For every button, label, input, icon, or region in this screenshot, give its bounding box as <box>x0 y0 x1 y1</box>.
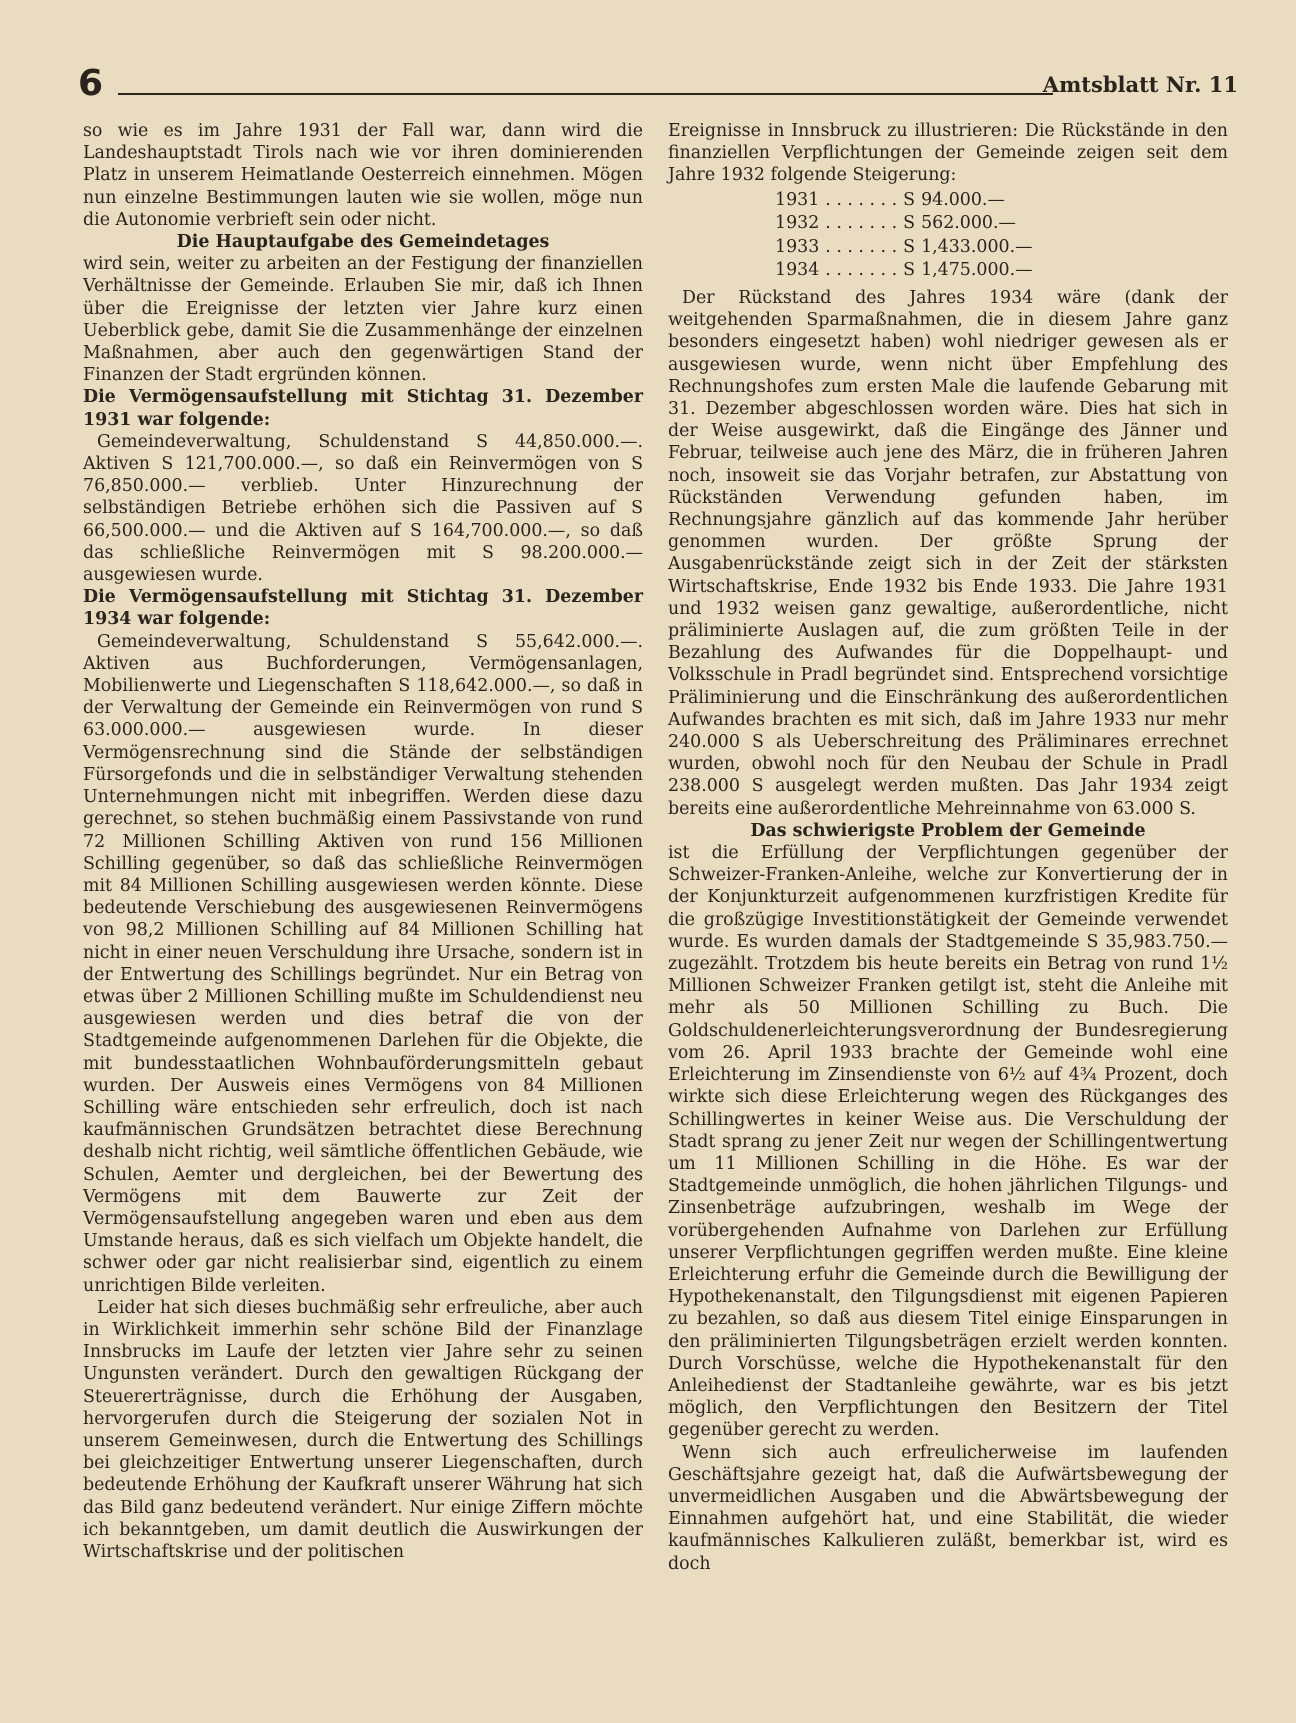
currency-cell: S <box>903 260 916 281</box>
amount-cell: 1,433.000.— <box>921 236 1033 257</box>
paragraph: Leider hat sich dieses buchmäßig sehr erfreuliche, aber auch in Wirklichkeit immerhin sehr schöne Bild der Finanzlage Innsbrucks im Laufe der letzten vier Jahre sehr zu seinen Ungunsten verändert. Durch den gewaltigen Rückgang der Steuererträgnisse, durch die Erhöhung der Ausgaben, hervorgerufen durch die Steigerung der sozialen Not in unserem Gemeinwesen, durch die Entwertung des Schillings bei gleichzeitiger Entwertung unserer Liegenschaften, durch bedeutende Erhöhung der Kaufkraft unserer Währung hat sich das Bild ganz bedeutend verändert. Nur einige Ziffern möchte ich bekanntgeben, um damit deutlich die Auswirkungen der Wirtschaftskrise und der politischen <box>83 1297 643 1562</box>
paragraph: Der Rückstand des Jahres 1934 wäre (dank der weitgehenden Sparmaßnahmen, die in diesem Jahre ganz besonders eingesetzt haben) wohl niedriger gewesen als er ausgewiesen wurde, wenn nicht über Empfehlung des Rechnungshofes zum ersten Male die laufende Gebarung mit 31. Dezember abgeschlossen worden wäre. Dies hat sich in der Weise ausgewirkt, daß die Eingänge des Jänner und Februar, teilweise auch jene des März, die in früheren Jahren noch, insoweit sie das Vorjahr betrafen, zur Abstattung von Rückständen Verwendung gefunden haben, im Rechnungsjahre gänzlich auf das kommende Jahr herüber genommen wurden. Der größte Sprung der Ausgabenrückstände zeigt sich in der Zeit der stärksten Wirtschaftskrise, Ende 1932 bis Ende 1933. Die Jahre 1931 und 1932 weisen ganz gewaltige, außerordentliche, nicht präliminierte Auslagen auf, die zum größten Teile in der Bezahlung des Aufwandes für die Doppelhaupt- und Volksschule in Pradl begründet sind. Entsprechend vorsichtige Präliminierung und die Einschränkung des außerordentlichen Aufwandes brachten es mit sich, daß im Jahre 1933 nur mehr 240.000 S als Ueberschreitung des Präliminares errechnet wurden, obwohl noch für den Neubau der Schule in Pradl 238.000 S ausgelegt werden mußten. Das Jahr 1934 zeigt bereits eine außerordentliche Mehreinnahme von 63.000 S. <box>668 287 1228 819</box>
dots-cell: . . . . . . . <box>825 236 898 257</box>
section-heading: Die Vermögensaufstellung mit Stichtag 31. Dezember 1934 war folgende: <box>83 587 643 630</box>
paragraph: so wie es im Jahre 1931 der Fall war, dann wird die Landeshauptstadt Tirols nach wie vor ihren dominierenden Platz in unserem Heimatlande Oesterreich einnehmen. Mögen nun einzelne Bestimmungen lauten wie sie wollen, möge nun die Autonomie verbrieft sein oder nicht. <box>83 121 643 230</box>
paragraph: Gemeindeverwaltung, Schuldenstand S 44,850.000.—. Aktiven S 121,700.000.—, so daß ein Reinvermögen von S 76,850.000.— verblieb. Unter Hinzurechnung der selbständigen Betriebe erhöhen sich die Passiven auf S 66,500.000.— und die Aktiven auf S 164,700.000.—, so daß das schließliche Reinvermögen mit S 98.200.000.— ausgewiesen wurde. <box>83 431 643 586</box>
right-column <box>668 120 1228 1575</box>
paragraph: Ereignisse in Innsbruck zu illustrieren: Die Rückstände in den finanziellen Verpflichtungen der Gemeinde zeigen seit dem Jahre 1932 folgende Steigerung: <box>668 121 1228 186</box>
currency-cell: S <box>903 236 916 257</box>
arrears-table <box>775 189 1039 283</box>
page-number: 6 <box>78 63 104 104</box>
year-cell: 1931 <box>775 189 820 210</box>
dots-cell: . . . . . . . <box>825 213 898 234</box>
amount-cell: 562.000.— <box>921 213 1016 234</box>
left-column <box>83 120 643 1563</box>
table-row <box>775 212 1039 236</box>
paragraph: Gemeindeverwaltung, Schuldenstand S 55,642.000.—. Aktiven aus Buchforderungen, Vermögensanlagen, Mobilienwerte und Liegenschaften S 118,642.000.—, so daß in der Verwaltung der Gemeinde ein Reinvermögen von rund S 63.000.000.— ausgewiesen wurde. In dieser Vermögensrechnung sind die Stände der selbständigen Fürsorgefonds und die in selbständiger Verwaltung stehenden Unternehmungen nicht mit inbegriffen. Werden diese dazu gerechnet, so stehen buchmäßig einem Passivstande von rund 72 Millionen Schilling Aktiven von rund 156 Millionen Schilling gegenüber, so daß das schließliche Reinvermögen mit 84 Millionen Schilling ausgewiesen werden könnte. Diese bedeutende Verschiebung des ausgewiesenen Reinvermögens von 98,2 Millionen Schilling auf 84 Millionen Schilling hat nicht in einer neuen Verschuldung ihre Ursache, sondern ist in der Entwertung des Schillings begründet. Nur ein Betrag von etwas über 2 Millionen Schilling mußte im Schuldendienst neu ausgewiesen werden und dies betraf die von der Stadtgemeinde aufgenommenen Darlehen für die Objekte, die mit bundesstaatlichen Wohnbauförderungsmitteln gebaut wurden. Der Ausweis eines Vermögens von 84 Millionen Schilling wäre entschieden sehr erfreulich, doch ist nach kaufmännischen Grundsätzen betrachtet diese Berechnung deshalb nicht richtig, weil sämtliche öffentlichen Gebäude, wie Schulen, Aemter und dergleichen, bei der Bewertung des Vermögens mit dem Bauwerte zur Zeit der Vermögensaufstellung angegeben waren und eben aus dem Umstande heraus, daß es sich vielfach um Objekte handelt, die schwer oder gar nicht realisierbar sind, eigentlich zu einem unrichtigen Bilde verleiten. <box>83 631 643 1296</box>
year-cell: 1933 <box>775 236 820 257</box>
amount-cell: 94.000.— <box>921 189 1005 210</box>
dots-cell: . . . . . . . <box>825 189 898 210</box>
page-header <box>78 62 1238 106</box>
currency-cell: S <box>903 213 916 234</box>
paragraph: ist die Erfüllung der Verpflichtungen gegenüber der Schweizer-Franken-Anleihe, welche zur Konvertierung der in der Konjunkturzeit aufgenommenen kurzfristigen Kredite für die großzügige Investitionstätigkeit der Gemeinde verwendet wurde. Es wurden damals der Stadtgemeinde S 35,983.750.— zugezählt. Trotzdem bis heute bereits ein Betrag von rund 1½ Millionen Schweizer Franken getilgt ist, steht die Anleihe mit mehr als 50 Millionen Schilling zu Buch. Die Goldschuldenerleichterungsverordnung der Bundesregierung vom 26. April 1933 brachte der Gemeinde wohl eine Erleichterung im Zinsendienste von 6½ auf 4¾ Prozent, doch wirkte sich diese Erleichterung wegen des Rückganges des Schillingwertes in keiner Weise aus. Die Verschuldung der Stadt sprang zu jener Zeit nur wegen der Schillingentwertung um 11 Millionen Schilling in die Höhe. Es war der Stadtgemeinde unmöglich, die hohen jährlichen Tilgungs- und Zinsenbeträge aufzubringen, weshalb im Wege der vorübergehenden Aufnahme von Darlehen zur Erfüllung unserer Verpflichtungen gegriffen werden mußte. Eine kleine Erleichterung erfuhr die Gemeinde durch die Bewilligung der Hypothekenanstalt, den Tilgungsdienst mit eigenen Papieren zu bezahlen, so daß aus diesem Titel einige Einsparungen in den präliminierten Tilgungsbeträgen erzielt werden konnten. Durch Vorschüsse, welche die Hypothekenanstalt für den Anleihedienst der Stadtanleihe gewährte, war es bis jetzt möglich, den Verpflichtungen den Besitzern der Titel gegenüber gerecht zu werden. <box>668 843 1228 1441</box>
currency-cell: S <box>903 189 916 210</box>
paragraph: wird sein, weiter zu arbeiten an der Festigung der finanziellen Verhältnisse der Gemeinde. Erlauben Sie mir, daß ich Ihnen über die Ereignisse der letzten vier Jahre kurz einen Ueberblick gebe, damit Sie die Zusammenhänge der einzelnen Maßnahmen, aber auch den gegenwärtigen Stand der Finanzen der Stadt ergründen können. <box>83 254 643 386</box>
table-row <box>775 259 1039 283</box>
publication-title: Amtsblatt Nr. 11 <box>1042 72 1238 97</box>
table-row <box>775 236 1039 260</box>
section-heading: Die Vermögensaufstellung mit Stichtag 31. Dezember 1931 war folgende: <box>83 387 643 430</box>
section-heading: Das schwierigste Problem der Gemeinde <box>750 820 1146 841</box>
year-cell: 1932 <box>775 213 820 234</box>
dots-cell: . . . . . . . <box>825 260 898 281</box>
amount-cell: 1,475.000.— <box>921 260 1033 281</box>
year-cell: 1934 <box>775 260 820 281</box>
header-rule <box>118 93 1053 95</box>
table-row <box>775 189 1039 213</box>
paragraph: Wenn sich auch erfreulicherweise im laufenden Geschäftsjahre gezeigt hat, daß die Aufwärtsbewegung der unvermeidlichen Ausgaben und die Abwärtsbewegung der Einnahmen aufgehört hat, und eine Stabilität, die wieder kaufmännisches Kalkulieren zuläßt, bemerkbar ist, wird es doch <box>668 1442 1228 1574</box>
section-heading: Die Hauptaufgabe des Gemeindetages <box>176 232 550 253</box>
